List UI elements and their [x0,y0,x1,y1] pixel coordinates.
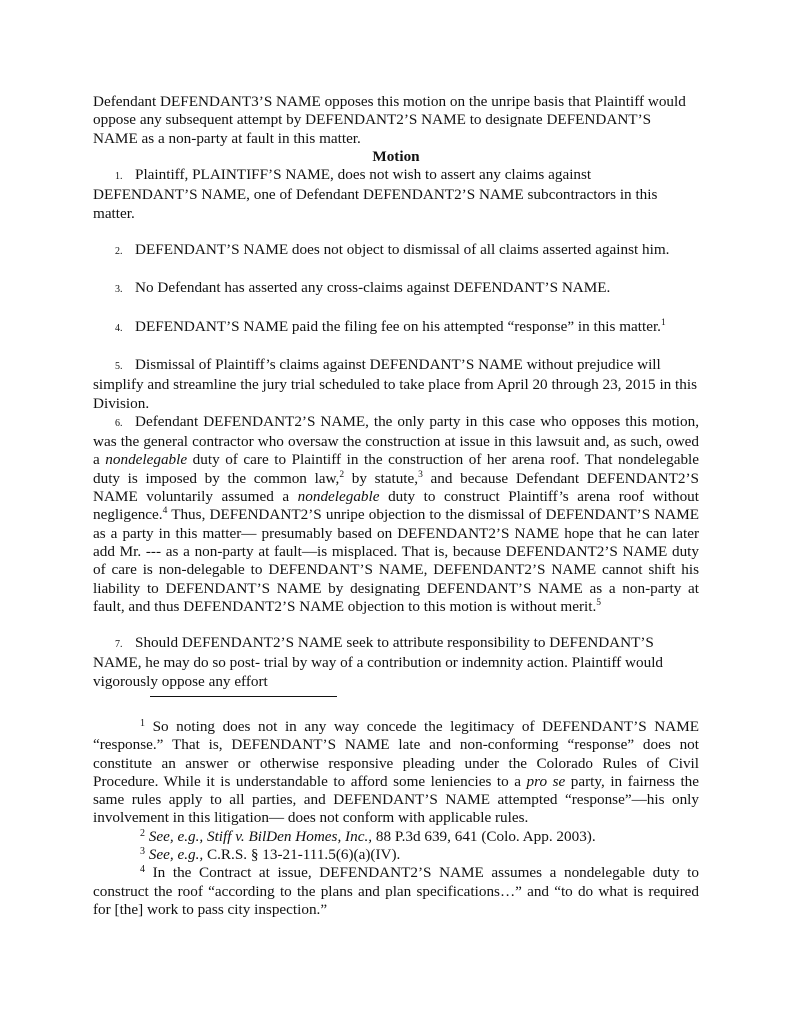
numbered-paragraph-5 [93,356,699,413]
paragraph-number: 2. [115,246,123,258]
numbered-paragraph-4 [93,318,699,338]
emphasis: nondelegable [297,488,380,506]
footnote-ref-5[interactable]: 5 [596,597,602,608]
footnote-mark: 1 [140,718,145,729]
footnote-1: $^1$ So noting does not in any way concede the legitimacy of DEFENDANT’S NAME “response.” That is, DEFENDANT’S NAME late and non-conforming “response” does not constitute an answer or otherwise responsive pleading under the Colorado Rules of Civil Procedure. While it is understandable to afford some leniencies to a pro se party, in fairness the same rules apply to all parties, and DEFENDANT’S NAME attempted “response”—his only involvement in this litigation— does not conform with applicable rules. [93,718,699,827]
footnote-2: $^2$ See, e.g., Stiff v. BilDen Homes, Inc., 88 P.3d 639, 641 (Colo. App. 2003). [140,827,596,845]
footnote-4: $^4$ In the Contract at issue, DEFENDANT2’S NAME assumes a nondelegable duty to construct the roof “according to the plans and plan specifications…” and “to do what is required for [the] work to pass city inspection.” [93,864,699,918]
intro-paragraph: Defendant DEFENDANT3’S NAME opposes this motion on the unripe basis that Plaintiff would oppose any subsequent attempt by DEFENDANT2’S NAME to designate DEFENDANT’S NAME as a non-party at fault in this matter. [93,93,686,147]
footnote-ref-4[interactable]: 4 [162,506,168,517]
emphasis: nondelegable [105,451,188,469]
paragraph-number: 1. [115,171,123,183]
emphasis: pro se [526,772,566,790]
citation: See, e.g., Stiff v. BilDen Homes, Inc., [145,827,373,845]
footnote-ref-2[interactable]: 2 [339,469,345,480]
footnote-ref-3[interactable]: 3 [418,469,423,480]
footnotes [93,718,699,919]
footnote-mark: 4 [140,864,145,876]
numbered-paragraph-6: 6. Defendant DEFENDANT2’S NAME, the only party in this case who opposes this motion, was the general contractor who oversaw the construction at issue in this lawsuit and, as such, owed a nondelegable duty of care to Plaintiff in the construction of her arena roof. That nondelegable duty is imposed by the common law,$^2$ by statute,$^3$ and because Defendant DEFENDANT2’S NAME voluntarily assumed a nondelegable duty to construct Plaintiff’s arena roof without negligence.$^4$ Thus, DEFENDANT2’S unripe objection to the dismissal of DEFENDANT’S NAME as a party in this matter— presumably based on DEFENDANT2’S NAME hope that he can later add Mr. --- as a non-party at fault—is misplaced. That is, because DEFENDANT2’S NAME duty of care is non-delegable to DEFENDANT’S NAME, DEFENDANT2’S NAME cannot shift his liability to DEFENDANT’S NAME by designating DEFENDANT’S NAME as a non-party at fault, and thus DEFENDANT2’S NAME objection to this motion is without merit.$^5$ [93,412,699,615]
paragraph-text: No Defendant has asserted any cross-claims against DEFENDANT’S NAME. [135,279,611,297]
paragraph-text: Defendant DEFENDANT2’S NAME, the only party in this case who opposes this motion, was the general contractor who oversaw the construction at issue in this lawsuit and, as such, owed a [93,412,699,469]
numbered-paragraph-1 [93,166,699,223]
numbered-paragraph-3 [93,279,699,299]
paragraph-text: Should DEFENDANT2’S NAME seek to attribute responsibility to DEFENDANT’S NAME, he may do so post- trial by way of a contribution or indemnity action. Plaintiff would vigorously oppose any effort [93,634,664,690]
paragraph-text: Plaintiff, PLAINTIFF’S NAME, does not wish to assert any claims against DEFENDANT’S NAME, one of Defendant DEFENDANT2’S NAME subcontractors in this matter. [93,166,658,222]
paragraph-text: DEFENDANT’S NAME does not object to dismissal of all claims asserted against him. [135,241,670,259]
paragraph-number: 6. [115,417,123,429]
footnote-3: $^3$ See, e.g., C.R.S. § 13-21-111.5(6)(a)(IV). [140,846,401,864]
numbered-paragraph-2 [93,241,699,261]
footnote-mark: 2 [140,827,145,839]
paragraph-text: DEFENDANT’S NAME paid the filing fee on his attempted “response” in this matter. [135,317,661,335]
paragraph-text: Dismissal of Plaintiff’s claims against DEFENDANT’S NAME without prejudice will simplify and streamline the jury trial scheduled to take place from April 20 through 23, 2015 in this Division. [93,355,697,412]
paragraph-number: 3. [115,284,123,296]
citation: See, e.g., [145,846,204,864]
numbered-paragraph-7 [93,634,699,691]
footnote-separator [150,696,337,697]
footnote-mark: 3 [140,846,145,858]
paragraph-number: 7. [115,639,123,651]
document-body [93,93,699,691]
paragraph-number: 5. [115,360,123,372]
section-heading: Motion [372,147,420,165]
paragraph-number: 4. [115,322,123,334]
footnote-ref-1[interactable]: 1 [660,317,666,328]
